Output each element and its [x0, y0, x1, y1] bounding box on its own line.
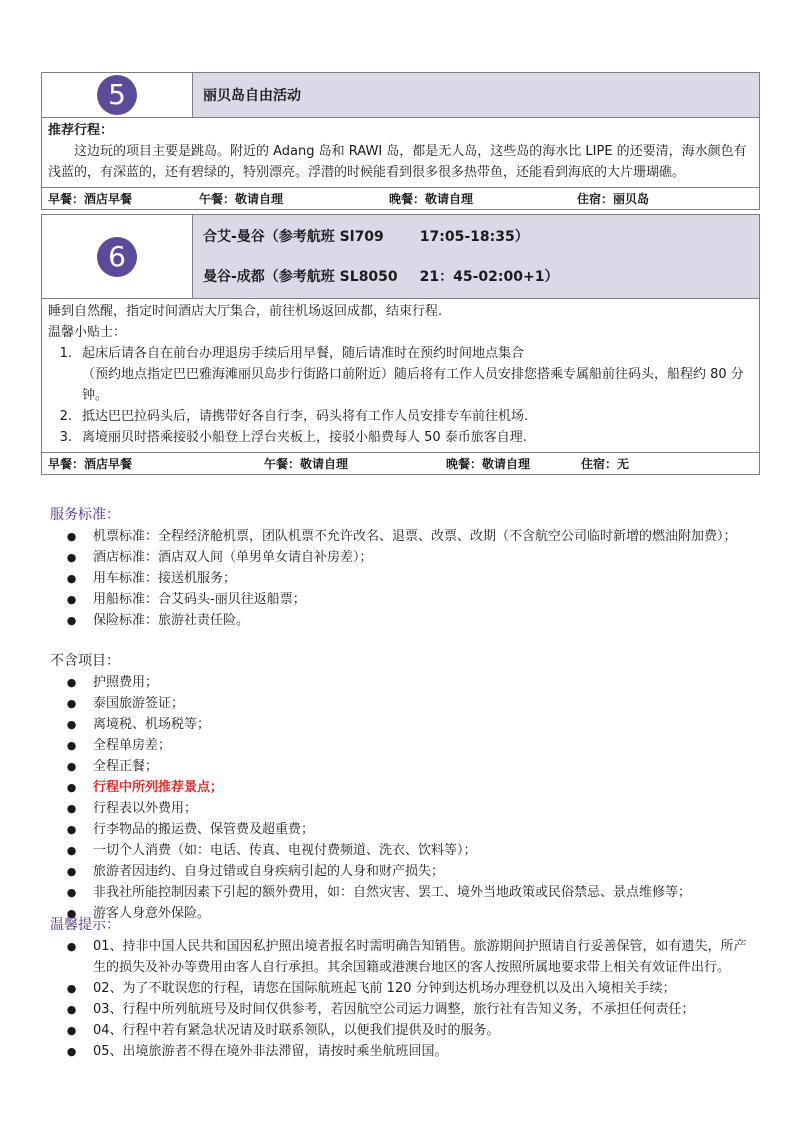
- list-item: ● 03、行程中所列航班号及时间仅供参考，若因航空公司运力调整，旅行社有告知义务，不承担任何责任；: [50, 999, 750, 1020]
- list-item: ● 保险标准：旅游社责任险。: [50, 610, 750, 631]
- list-item: ● 用船标准：合艾码头-丽贝往返船票；: [50, 589, 750, 610]
- flight-1-route: 合艾-曼谷（参考航班 Sl709: [203, 228, 384, 245]
- tip-item: 2. 抵达巴巴拉码头后，请携带好各自行李，码头将有工作人员安排专车前往机场.: [59, 409, 529, 424]
- day5-number-cell: [42, 73, 193, 118]
- bullet-dot-icon: ●: [66, 676, 77, 689]
- tip-item: （预约地点指定巴巴雅海滩丽贝岛步行街路口前附近）随后将有工作人员安排您搭乘专属船前往码头，船程约 80 分钟。: [82, 367, 744, 403]
- service-section: [50, 504, 750, 631]
- breakfast: 早餐：酒店早餐: [48, 192, 133, 206]
- day-number-badge-icon: 5: [97, 75, 137, 115]
- accommodation: 住宿：丽贝岛: [577, 192, 650, 206]
- flight-2-time: 21：45-02:00+1）: [419, 268, 559, 285]
- bullet-dot-icon: ●: [66, 760, 77, 773]
- itinerary-label: 推荐行程：: [48, 123, 114, 138]
- list-item: ● 一切个人消费（如：电话、传真、电视付费频道、洗衣、饮料等）；: [50, 840, 750, 861]
- day5-table: [41, 72, 760, 210]
- service-title: 服务标准：: [50, 507, 120, 523]
- day6-flights: [193, 215, 760, 299]
- lunch: 午餐：敬请自理: [199, 192, 284, 206]
- day-number-badge-icon: 6: [97, 237, 137, 277]
- list-item: ● 非我社所能控制因素下引起的额外费用，如：自然灾害、罢工、境外当地政策或民俗禁忌、景点维修等；: [50, 882, 750, 903]
- flight-2-route: 曼谷-成都（参考航班 SL8050: [203, 268, 398, 285]
- bullet-dot-icon: ●: [66, 1045, 77, 1058]
- list-item: ● 行程表以外费用；: [50, 798, 750, 819]
- list-item: [50, 777, 750, 798]
- bullet-dot-icon: ●: [66, 940, 77, 953]
- list-item: ● 机票标准：全程经济舱机票，团队机票不允许改名、退票、改票、改期（不含航空公司临时新增的燃油附加费）；: [50, 526, 750, 547]
- excluded-title: 不含项目：: [50, 653, 120, 669]
- lunch: 午餐：敬请自理: [264, 457, 349, 471]
- dinner: 晚餐：敬请自理: [446, 457, 531, 471]
- reminders-section: [50, 914, 750, 1062]
- bullet-dot-icon: ●: [66, 572, 77, 585]
- bullet-dot-icon: ●: [66, 1024, 77, 1037]
- list-item: ● 酒店标准：酒店双人间（单男单女请自补房差）；: [50, 547, 750, 568]
- tip-item: 3. 离境丽贝时搭乘接驳小船登上浮台夹板上，接驳小船费每人 50 泰币旅客自理.: [59, 430, 527, 445]
- flight-2: [203, 257, 759, 297]
- bullet-dot-icon: ●: [66, 614, 77, 627]
- list-item: ● 05、出境旅游者不得在境外非法滞留，请按时乘坐航班回国。: [50, 1041, 750, 1062]
- bullet-dot-icon: ●: [66, 982, 77, 995]
- tip-item: 1. 起床后请各自在前台办理退房手续后用早餐，随后请准时在预约时间地点集合: [59, 346, 525, 361]
- service-list: [50, 526, 750, 631]
- list-item: ● 04、行程中若有紧急状况请及时联系领队，以便我们提供及时的服务。: [50, 1020, 750, 1041]
- day6-meals: [42, 453, 760, 475]
- bullet-dot-icon: ●: [66, 907, 77, 920]
- reminders-list: [50, 936, 750, 1062]
- list-item: ● 行李物品的搬运费、保管费及超重费；: [50, 819, 750, 840]
- bullet-dot-icon: ●: [66, 886, 77, 899]
- highlight-item: 行程中所列推荐景点；: [93, 780, 224, 795]
- bullet-dot-icon: ●: [66, 551, 77, 564]
- dinner: 晚餐：敬请自理: [389, 192, 474, 206]
- day5-itinerary: [42, 118, 760, 188]
- accommodation: 住宿：无: [581, 457, 630, 471]
- breakfast: 早餐：酒店早餐: [48, 457, 133, 471]
- bullet-dot-icon: ●: [66, 697, 77, 710]
- list-item: ● 护照费用；: [50, 672, 750, 693]
- itinerary-text: 这边玩的项目主要是跳岛。附近的 Adang 岛和 RAWI 岛，都是无人岛，这些岛的海水比 LIPE 的还要清，海水颜色有浅蓝的，有深蓝的，还有碧绿的，特别漂亮。浮潜的时候能看到很多很多热带鱼，还能看到海底的大片珊瑚礁。: [48, 144, 747, 180]
- bullet-dot-icon: ●: [66, 844, 77, 857]
- bullet-dot-icon: ●: [66, 1003, 77, 1016]
- list-item: ● 全程正餐；: [50, 756, 750, 777]
- flight-1: [203, 217, 759, 257]
- bullet-dot-icon: ●: [66, 823, 77, 836]
- bullet-dot-icon: ●: [66, 865, 77, 878]
- day5-meals: [42, 188, 760, 210]
- day6-table: [41, 214, 760, 475]
- list-item: ● 离境税、机场税等；: [50, 714, 750, 735]
- tips-label: 温馨小贴士：: [48, 325, 127, 340]
- bullet-dot-icon: ●: [66, 781, 77, 794]
- day6-details: [42, 299, 760, 453]
- excluded-section: [50, 650, 750, 924]
- list-item: ● 用车标准：接送机服务；: [50, 568, 750, 589]
- list-item: ● 泰国旅游签证；: [50, 693, 750, 714]
- flight-1-time: 17:05-18:35）: [419, 228, 529, 245]
- bullet-dot-icon: ●: [66, 718, 77, 731]
- list-item: ● 02、为了不耽误您的行程，请您在国际航班起飞前 120 分钟到达机场办理登机以及出入境相关手续；: [50, 978, 750, 999]
- list-item: ● 旅游者因违约、自身过错或自身疾病引起的人身和财产损失；: [50, 861, 750, 882]
- bullet-dot-icon: ●: [66, 530, 77, 543]
- tips-list: [48, 343, 753, 448]
- day6-intro: 睡到自然醒，指定时间酒店大厅集合，前往机场返回成都，结束行程.: [48, 304, 443, 319]
- day5-title: 丽贝岛自由活动: [193, 73, 760, 118]
- bullet-dot-icon: ●: [66, 739, 77, 752]
- list-item: ● 全程单房差；: [50, 735, 750, 756]
- list-item: ● 01、持非中国人民共和国因私护照出境者报名时需明确告知销售。旅游期间护照请自行妥善保管，如有遗失，所产生的损失及补办等费用由客人自行承担。其余国籍或港澳台地区的客人按照所属地要求带上相关有效证件出行。: [50, 936, 750, 978]
- reminders-title: 温馨提示：: [50, 917, 120, 933]
- list-item: ● 游客人身意外保险。: [50, 903, 750, 924]
- excluded-list: [50, 672, 750, 924]
- day6-number-cell: [42, 215, 193, 299]
- bullet-dot-icon: ●: [66, 802, 77, 815]
- bullet-dot-icon: ●: [66, 593, 77, 606]
